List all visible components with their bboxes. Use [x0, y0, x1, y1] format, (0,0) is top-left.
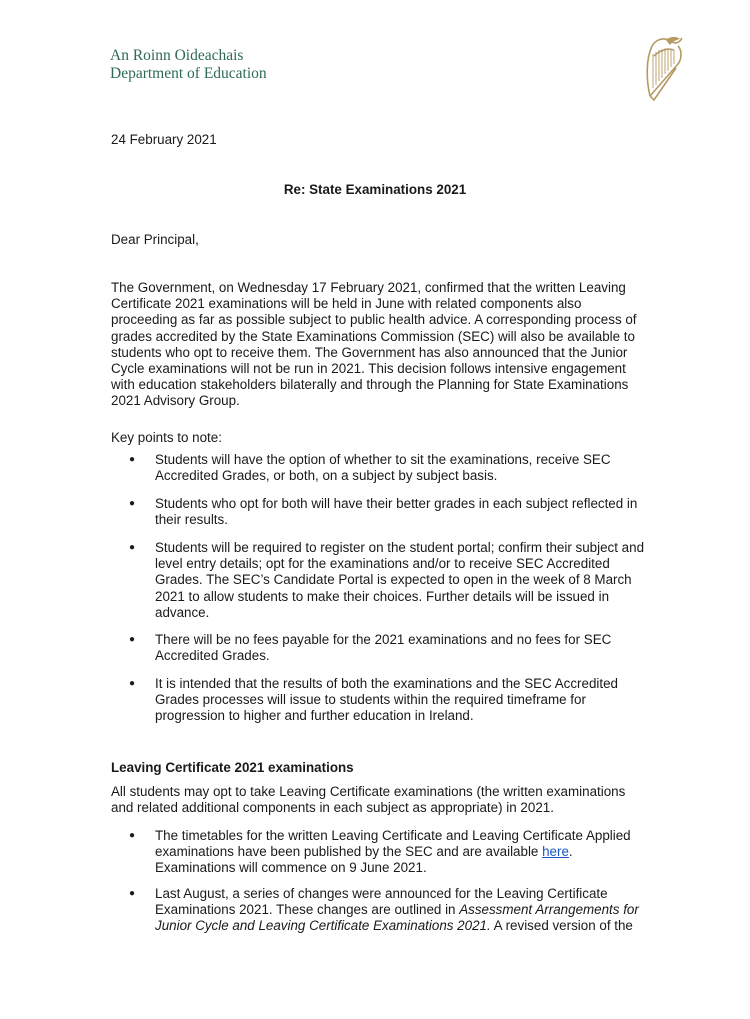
bullet-icon: ● [129, 678, 136, 689]
key-point-text: Students who opt for both will have their better grades in each subject reflected in their results. [155, 496, 638, 528]
key-point-list [111, 540, 645, 621]
key-point-list [111, 452, 645, 484]
bullet-icon: ● [129, 454, 136, 465]
key-point-text: It is intended that the results of both the examinations and the SEC Accredited Grades processes will issue to students within the required timeframe for progression to higher and further education in Ireland. [155, 676, 619, 724]
section-paragraph: All students may opt to take Leaving Certificate examinations (the written examinations and related additional components in each subject as appropriate) in 2021. [111, 784, 626, 816]
list-item [111, 632, 645, 664]
list-item [111, 452, 645, 484]
key-point-list [111, 676, 645, 725]
section-list [111, 886, 645, 935]
august-text-after: A revised version of the [490, 918, 633, 934]
department-name-irish: An Roinn Oideachais [110, 47, 244, 64]
harp-emblem-icon [640, 34, 686, 104]
timetable-text-after: . Examinations will commence on 9 June 2021. [155, 844, 573, 876]
department-name [110, 47, 267, 83]
list-item [111, 496, 645, 528]
key-point-text: There will be no fees payable for the 2021 examinations and no fees for SEC Accredited Grades. [155, 632, 612, 664]
bullet-icon: ● [129, 830, 136, 841]
key-point-list [111, 632, 645, 664]
key-point-text: Students will be required to register on the student portal; confirm their subject and level entry details; opt for the examinations and/or to receive SEC Accredited Grades. The SEC’s Candidate Portal is expected to open in the week of 8 March 2021 to allow students to make their choices. Further details will be issued in advance. [155, 540, 645, 620]
list-item [111, 676, 645, 725]
section-list [111, 828, 645, 877]
august-text-before: Last August, a series of changes were announced for the Leaving Certificate Examinations 2021. These changes are outlined in [155, 886, 608, 918]
bullet-icon: ● [129, 498, 136, 509]
intro-paragraph: The Government, on Wednesday 17 February 2021, confirmed that the written Leaving Certificate 2021 examinations will be held in June with related components also proceeding as far as possible subject to public health advice. A corresponding process of grades accredited by the State Examinations Commission (SEC) will also be available to students who opt to receive them. The Government has also announced that the Junior Cycle examinations will not be run in 2021. This decision follows intensive engagement with education stakeholders bilaterally and through the Planning for State Examinations 2021 Advisory Group. [111, 280, 637, 409]
department-name-english: Department of Education [110, 65, 267, 82]
letter-salutation: Dear Principal, [111, 232, 199, 247]
key-point-list [111, 496, 645, 528]
timetable-here-link[interactable]: here [542, 844, 569, 860]
bullet-icon: ● [129, 634, 136, 645]
assessment-arrangements-title: Assessment Arrangements for Junior Cycle and Leaving Certificate Examinations 2021. [155, 902, 639, 934]
bullet-icon: ● [129, 888, 136, 899]
list-item [111, 828, 645, 877]
section-heading: Leaving Certificate 2021 examinations [111, 760, 354, 775]
key-point-text: Students will have the option of whether to sit the examinations, receive SEC Accredited Grades, or both, on a subject by subject basis. [155, 452, 611, 484]
letter-subject: Re: State Examinations 2021 [283, 182, 467, 197]
list-item [111, 886, 645, 935]
letter-date: 24 February 2021 [111, 132, 217, 147]
list-item [111, 540, 645, 621]
bullet-icon: ● [129, 542, 136, 553]
timetable-text-before: The timetables for the written Leaving Certificate and Leaving Certificate Applied examinations have been published by the SEC and are available [155, 828, 631, 860]
key-points-label: Key points to note: [111, 430, 222, 445]
